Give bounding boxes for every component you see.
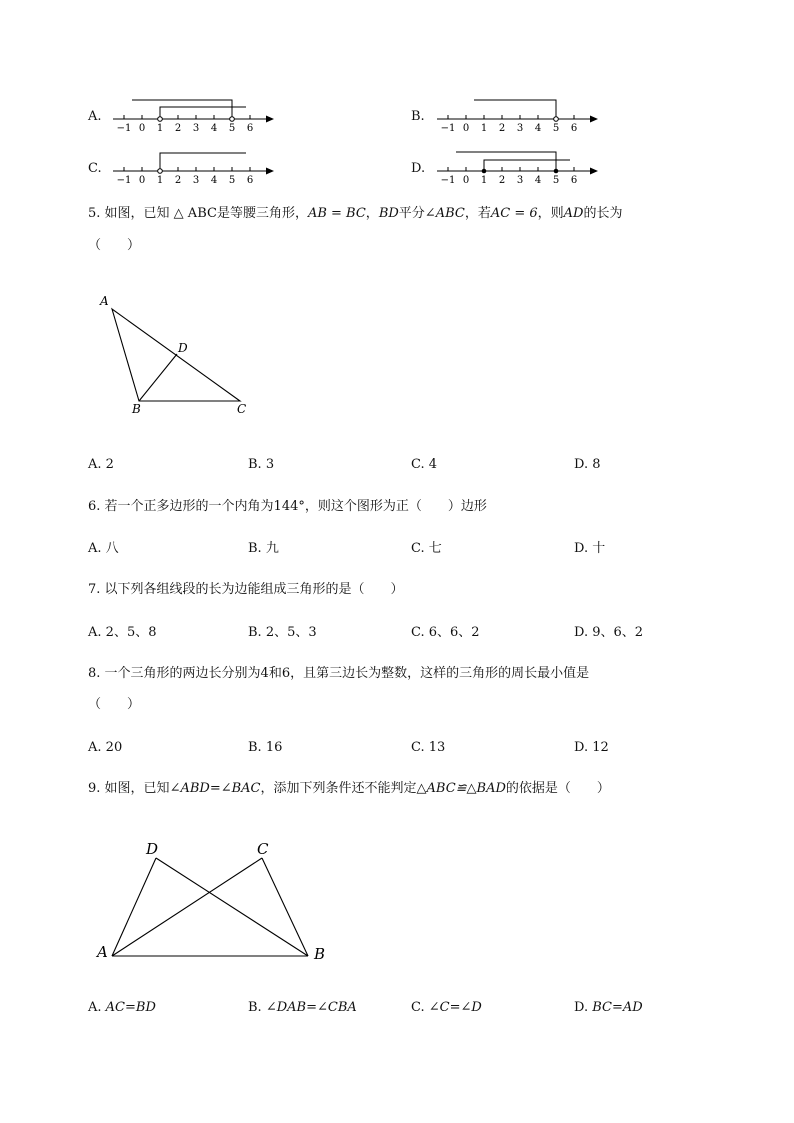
tick-label: 5 — [552, 123, 560, 134]
option-label: B. — [248, 625, 262, 640]
tick-label: 4 — [210, 123, 218, 134]
answer-paren: （ ） — [88, 238, 141, 253]
option-label: D. — [574, 457, 589, 472]
option-label: B. — [248, 457, 262, 472]
question-text: ，则 — [537, 206, 564, 221]
tick-label: 3 — [516, 123, 524, 134]
question-number: 8. — [88, 666, 101, 681]
tick-label: 3 — [192, 175, 200, 186]
tick-label: 1 — [156, 175, 164, 186]
question-number: 6. — [88, 499, 101, 514]
tick-label: 0 — [138, 123, 146, 134]
option-label: A. — [88, 541, 102, 556]
option-c[interactable] — [411, 999, 482, 1017]
question-text: 若一个正多边形的一个内角为144°，则这个图形为正（ ）边形 — [104, 499, 487, 514]
option-value: ∠DAB=∠CBA — [265, 1000, 357, 1015]
tick-label: 6 — [570, 123, 578, 134]
option-a[interactable] — [88, 999, 156, 1017]
option-label: D. — [574, 625, 589, 640]
tick-label: 3 — [192, 123, 200, 134]
tick-label: 1 — [480, 123, 488, 134]
tick-label: 4 — [534, 123, 542, 134]
tick-label: 2 — [498, 123, 506, 134]
question-number: 7. — [88, 582, 101, 597]
option-label: B. — [411, 109, 425, 124]
question-number: 5. — [88, 206, 101, 221]
question-text: ， — [365, 206, 379, 221]
option-label: D. — [574, 1000, 589, 1015]
option-label: C. — [411, 457, 425, 472]
tick-label: 0 — [138, 175, 146, 186]
tick-label: −1 — [440, 123, 456, 134]
question-text: ，若 — [464, 206, 491, 221]
tick-label: 1 — [156, 123, 164, 134]
math-expression: BD — [378, 206, 399, 221]
option-value: 九 — [265, 541, 279, 556]
tick-label: −1 — [440, 175, 456, 186]
option-value: 16 — [265, 740, 283, 755]
option-value: 6、6、2 — [428, 625, 480, 640]
option-label: C. — [411, 740, 425, 755]
question-text: ，添加下列条件还不能判定 — [260, 781, 417, 796]
math-expression: △ABC≌△BAD — [416, 781, 506, 796]
vertex-label: D — [178, 341, 188, 355]
option-value: AC=BD — [105, 1000, 156, 1015]
vertex-label: B — [314, 945, 326, 963]
tick-label: 5 — [228, 175, 236, 186]
tick-label: 3 — [516, 175, 524, 186]
vertex-label: B — [132, 402, 141, 416]
option-label: D. — [574, 541, 589, 556]
question-number: 9. — [88, 781, 101, 796]
option-value: 八 — [105, 541, 119, 556]
option-value: 2、5、3 — [265, 625, 317, 640]
option-label: C. — [88, 161, 102, 176]
tick-label: −1 — [116, 123, 132, 134]
option-label: A. — [88, 1000, 102, 1015]
question-text: 平分∠ — [398, 206, 436, 221]
tick-label: 5 — [552, 175, 560, 186]
tick-label: 6 — [570, 175, 578, 186]
math-expression: ABC — [435, 206, 465, 221]
vertex-label: C — [237, 402, 247, 416]
tick-label: 5 — [228, 123, 236, 134]
option-label: A. — [88, 109, 102, 124]
tick-label: 2 — [498, 175, 506, 186]
option-d[interactable] — [574, 999, 643, 1017]
option-value: 4 — [428, 457, 438, 472]
option-value: ∠C=∠D — [428, 1000, 482, 1015]
option-value: 9、6、2 — [592, 625, 644, 640]
option-value: 2、5、8 — [105, 625, 157, 640]
option-value: 13 — [428, 740, 446, 755]
option-label: C. — [411, 1000, 425, 1015]
option-value: 十 — [592, 541, 606, 556]
question-text: 一个三角形的两边长分别为4和6，且第三边长为整数，这样的三角形的周长最小值是 — [104, 666, 590, 681]
tick-label: 0 — [462, 175, 470, 186]
option-value: 七 — [428, 541, 442, 556]
tick-label: −1 — [116, 175, 132, 186]
option-value: 2 — [105, 457, 114, 472]
option-label: A. — [88, 457, 102, 472]
math-expression: ∠ABD=∠BAC — [169, 781, 261, 796]
math-expression: AB = BC — [307, 206, 366, 221]
tick-label: 6 — [246, 175, 254, 186]
vertex-label: D — [146, 840, 159, 858]
option-label: A. — [88, 625, 102, 640]
option-label: A. — [88, 740, 102, 755]
tick-label: 1 — [480, 175, 488, 186]
question-text: 如图，已知 △ ABC是等腰三角形， — [104, 206, 308, 221]
tick-label: 4 — [534, 175, 542, 186]
option-b[interactable] — [248, 999, 357, 1017]
option-label: C. — [411, 541, 425, 556]
tick-label: 2 — [174, 123, 182, 134]
option-label: B. — [248, 740, 262, 755]
tick-label: 0 — [462, 123, 470, 134]
answer-paren: （ ） — [88, 697, 141, 712]
option-label: C. — [411, 625, 425, 640]
math-expression: AC = 6 — [490, 206, 538, 221]
question-text: 以下列各组线段的长为边能组成三角形的是（ ） — [104, 582, 404, 597]
question-text: 的依据是（ ） — [505, 781, 610, 796]
option-label: B. — [248, 1000, 262, 1015]
option-value: 12 — [592, 740, 609, 755]
option-value: 8 — [592, 457, 601, 472]
vertex-label: C — [257, 840, 269, 858]
option-label: D. — [574, 740, 589, 755]
tick-label: 6 — [246, 123, 254, 134]
option-value: 3 — [265, 457, 275, 472]
math-expression: AD — [563, 206, 584, 221]
tick-label: 4 — [210, 175, 218, 186]
vertex-label: A — [97, 943, 108, 961]
question-text: 的长为 — [583, 206, 623, 221]
option-label: B. — [248, 541, 262, 556]
vertex-label: A — [100, 294, 109, 308]
tick-label: 2 — [174, 175, 182, 186]
question-text: 如图，已知 — [104, 781, 170, 796]
option-label: D. — [411, 161, 426, 176]
option-value: 20 — [105, 740, 123, 755]
option-value: BC=AD — [592, 1000, 643, 1015]
